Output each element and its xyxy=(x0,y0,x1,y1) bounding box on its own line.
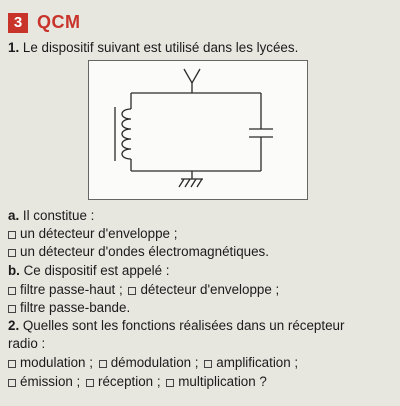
option-b2-label: détecteur d'enveloppe ; xyxy=(140,282,280,297)
option-emission: émission ; xyxy=(20,374,81,389)
exercise-header xyxy=(8,12,81,33)
option-a2[interactable] xyxy=(8,243,269,261)
part-a-heading xyxy=(8,207,94,225)
option-amplification: amplification ; xyxy=(216,355,299,370)
option-b3[interactable] xyxy=(8,299,130,317)
exercise-title: QCM xyxy=(37,12,81,32)
question-2-text: Quelles sont les fonctions réalisées dans un récepteur xyxy=(19,318,345,333)
checkbox-icon[interactable] xyxy=(99,360,107,368)
checkbox-icon[interactable] xyxy=(204,360,212,368)
part-b-heading xyxy=(8,262,170,280)
part-a-label: a. xyxy=(8,208,20,223)
options-b-row-1 xyxy=(8,281,279,299)
option-a2-label: un détecteur d'ondes électromagnétiques. xyxy=(20,244,269,259)
option-demodulation: démodulation ; xyxy=(110,355,199,370)
capacitor-symbol xyxy=(249,129,273,137)
question-2-text-2: radio : xyxy=(8,336,46,351)
option-b1-label: filtre passe-haut ; xyxy=(20,282,123,297)
question-2-continuation xyxy=(8,335,45,353)
part-b-label: b. xyxy=(8,263,20,278)
ground-symbol xyxy=(179,171,203,187)
option-b3-label: filtre passe-bande. xyxy=(20,300,131,315)
question-1-text: Le dispositif suivant est utilisé dans les lycées. xyxy=(19,40,299,55)
antenna-symbol xyxy=(184,69,200,93)
checkbox-icon[interactable] xyxy=(8,305,16,313)
option-a1-label: un détecteur d'enveloppe ; xyxy=(20,226,178,241)
checkbox-icon[interactable] xyxy=(166,379,174,387)
option-multiplication: multiplication ? xyxy=(178,374,267,389)
question-2-number: 2. xyxy=(8,318,20,333)
checkbox-icon[interactable] xyxy=(8,249,16,257)
question-1 xyxy=(8,39,298,57)
checkbox-icon[interactable] xyxy=(8,231,16,239)
checkbox-icon[interactable] xyxy=(8,379,16,387)
part-a-text: Il constitue : xyxy=(19,208,95,223)
option-modulation: modulation ; xyxy=(20,355,93,370)
option-reception: réception ; xyxy=(98,374,161,389)
options-q2-row-2 xyxy=(8,373,267,391)
inductor-coil xyxy=(122,109,131,159)
checkbox-icon[interactable] xyxy=(8,360,16,368)
part-b-text: Ce dispositif est appelé : xyxy=(19,263,170,278)
exercise-number-badge: 3 xyxy=(8,13,28,33)
checkbox-icon[interactable] xyxy=(8,287,16,295)
checkbox-icon[interactable] xyxy=(128,287,136,295)
checkbox-icon[interactable] xyxy=(86,379,94,387)
question-1-number: 1. xyxy=(8,40,20,55)
lc-circuit-schematic xyxy=(89,61,307,199)
option-a1[interactable] xyxy=(8,225,177,243)
circuit-diagram xyxy=(88,60,308,200)
options-q2-row-1 xyxy=(8,354,298,372)
question-2 xyxy=(8,317,344,335)
